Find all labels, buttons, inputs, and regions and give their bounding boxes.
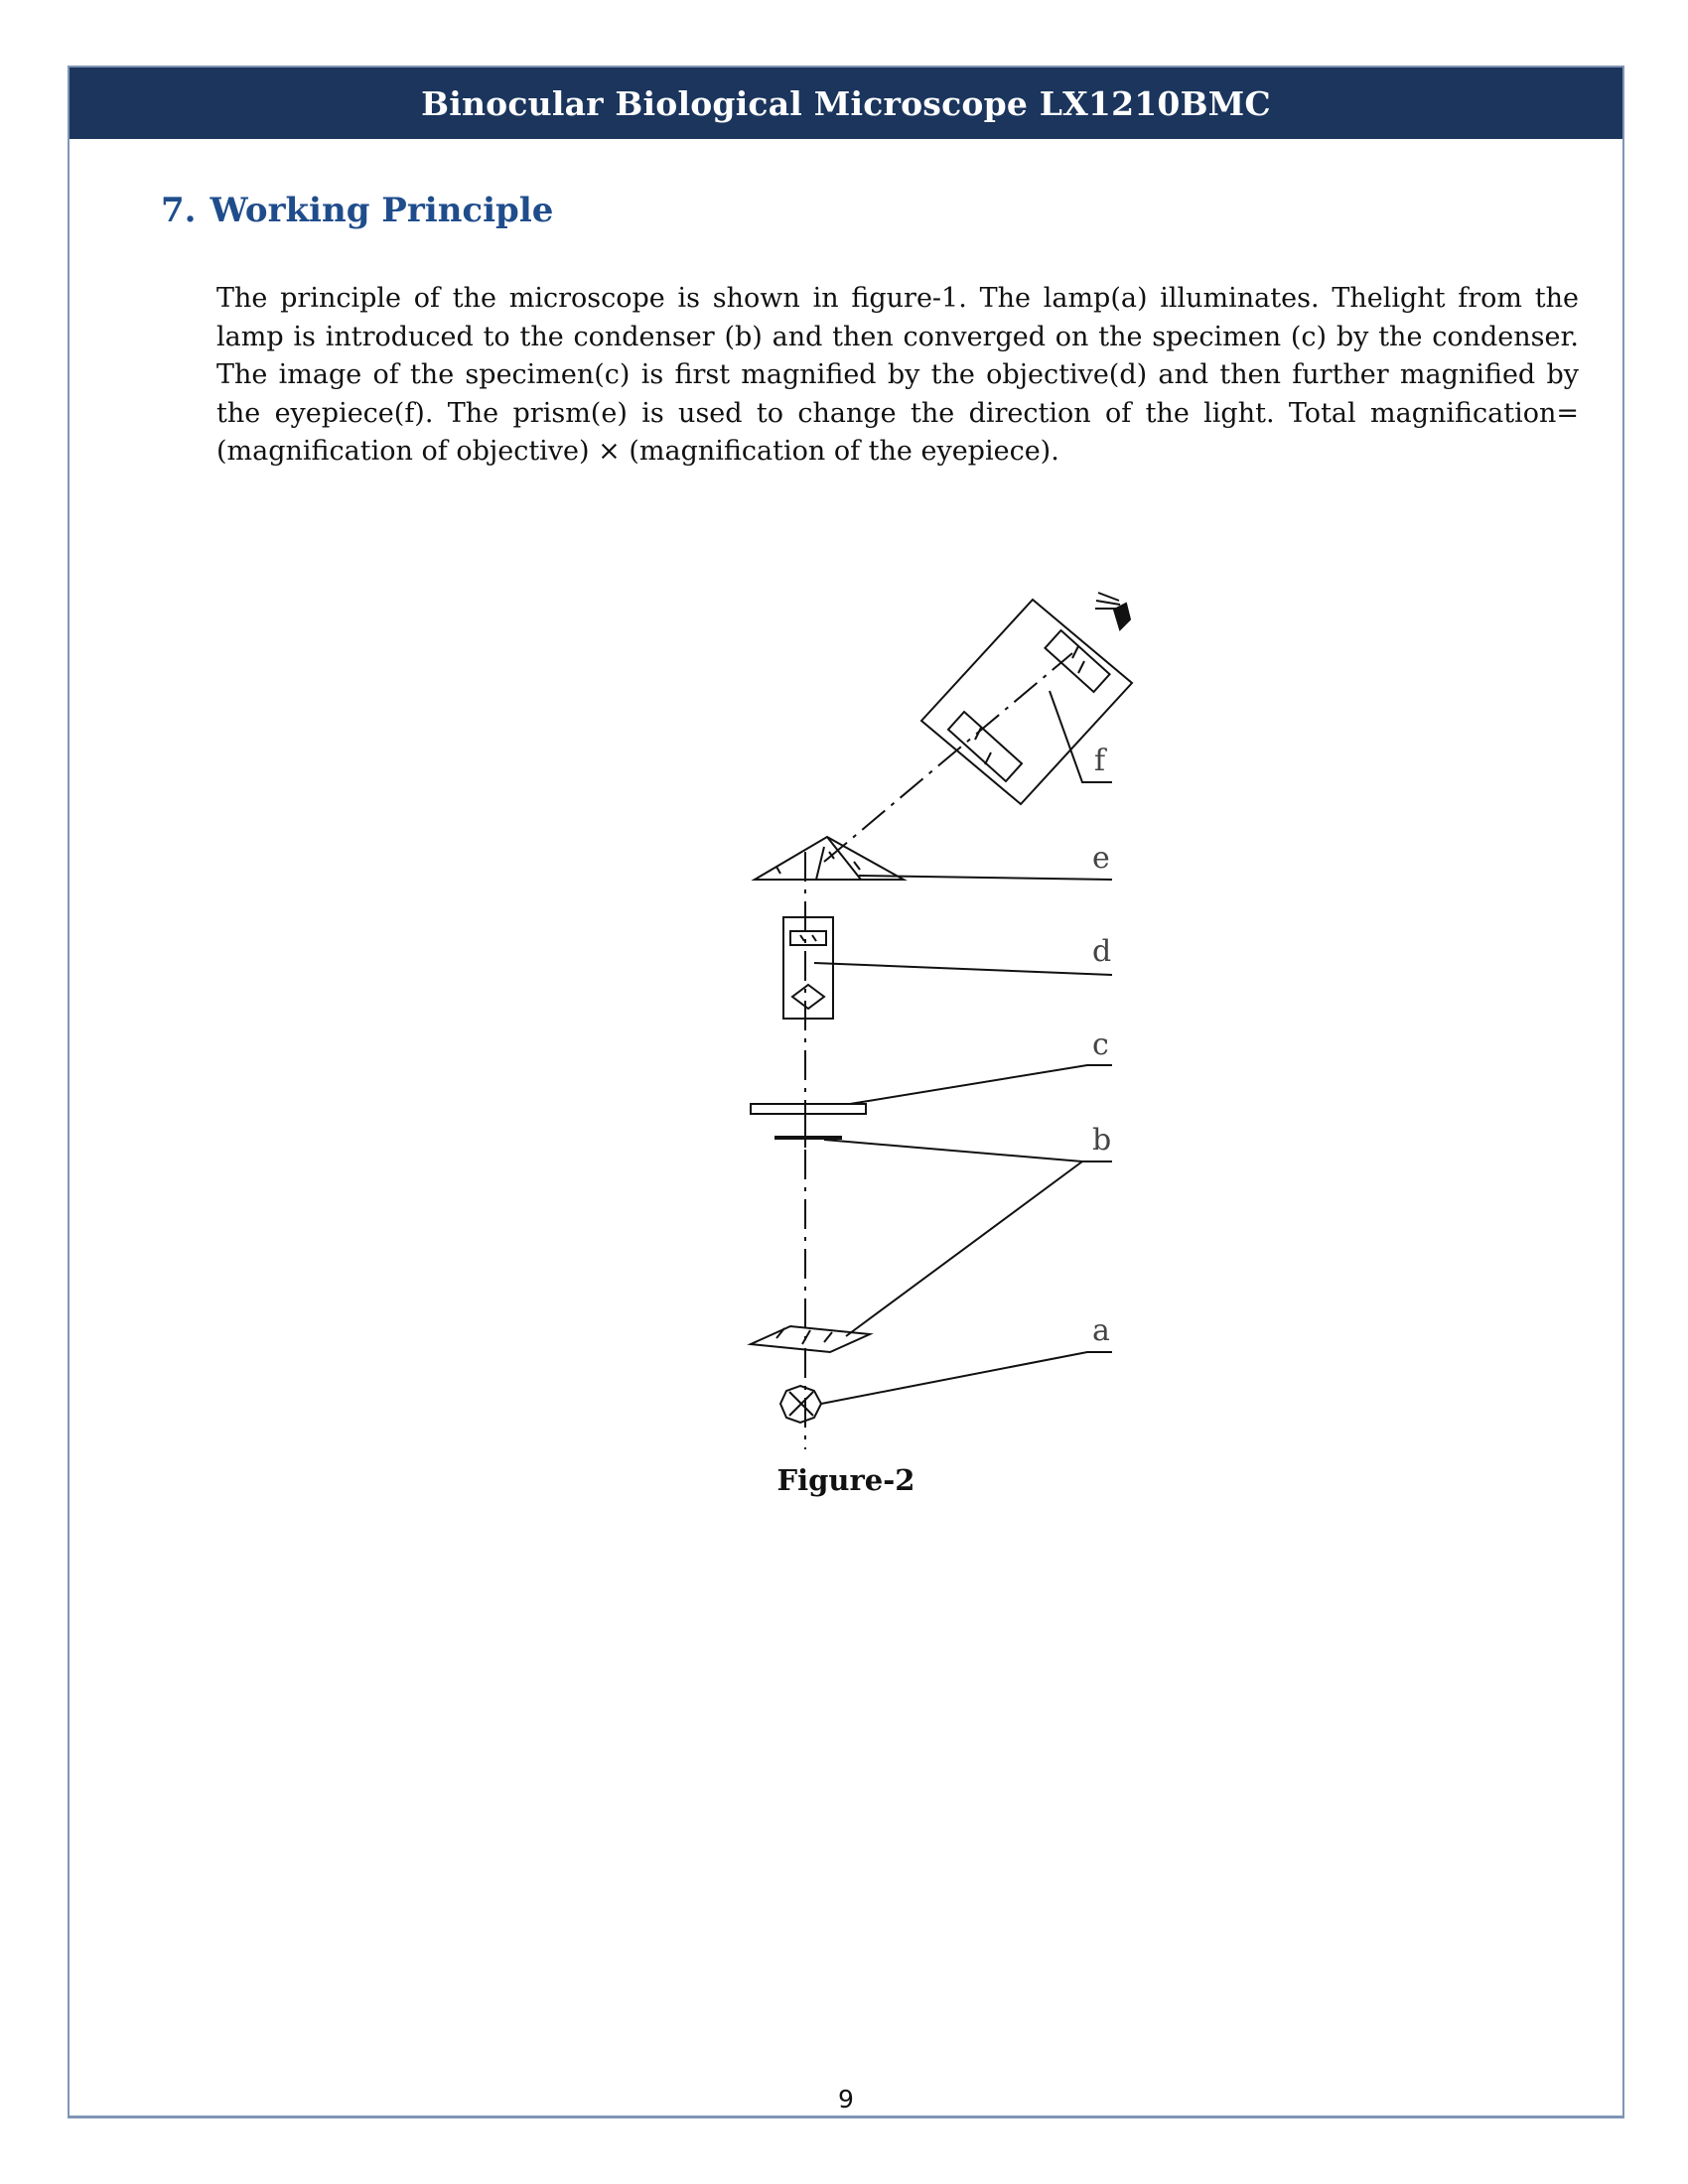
figure-caption: Figure-2 — [776, 1463, 915, 1497]
label-c: c — [1092, 1027, 1109, 1062]
optical-axis-diagonal — [824, 653, 1072, 862]
eye-icon — [1095, 593, 1130, 629]
page-number: 9 — [838, 2085, 854, 2114]
label-b: b — [1092, 1123, 1112, 1158]
specimen-slide — [751, 1104, 866, 1114]
objective — [783, 917, 833, 1019]
label-e: e — [1092, 841, 1110, 876]
leader-a — [821, 1352, 1112, 1404]
section-number: 7. — [161, 191, 197, 230]
condenser — [774, 1128, 842, 1148]
page-frame — [68, 66, 1624, 2118]
header-bar — [70, 68, 1622, 139]
microscope-optical-diagram — [705, 584, 1152, 1467]
principle-paragraph: The principle of the microscope is shown in figure-1. The lamp(a) illuminates. Thelight from the lamp is introduced to the condenser (b) and then converged on the specimen (c) by the condenser. The image of the specimen(c) is first magnified by the objective(d) and then further magnified by the eyepiece(f). The prism(e) is used to change the direction of the light. Total magnification= (magnification of objective) × (magnification of the eyepiece). — [216, 283, 1579, 467]
label-d: d — [1092, 934, 1112, 969]
leader-c — [850, 1065, 1112, 1104]
label-a: a — [1092, 1313, 1110, 1348]
collector-lens — [751, 1326, 870, 1352]
leader-d — [814, 963, 1112, 975]
leader-b-lower — [846, 1161, 1082, 1336]
label-f: f — [1094, 744, 1106, 778]
document-title: Binocular Biological Microscope LX1210BMC — [421, 83, 1271, 123]
leader-b-upper — [824, 1140, 1112, 1161]
section-heading — [161, 191, 553, 230]
section-title: Working Principle — [210, 191, 554, 230]
lamp-icon — [780, 1386, 821, 1423]
